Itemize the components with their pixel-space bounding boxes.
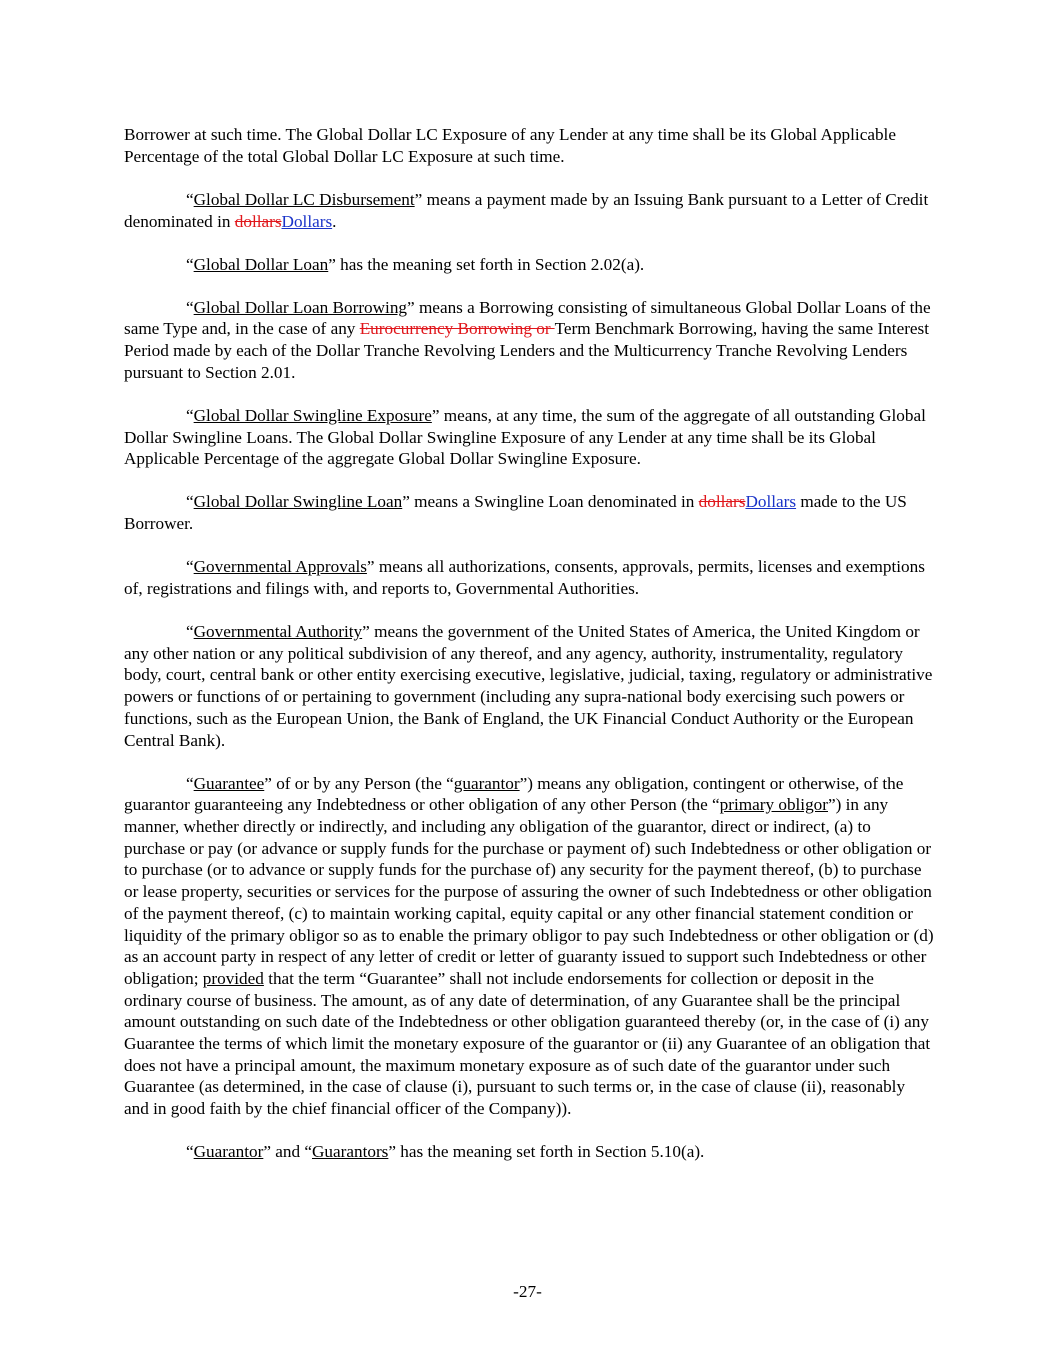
text-run: “	[186, 492, 194, 512]
page-number: -27-	[513, 1282, 542, 1301]
definition-paragraph	[124, 621, 934, 751]
text-run: ”) means any obligation, contingent or otherwise, of the guarantor guaranteeing any Indebtedness or other obligation of any other Person (the “	[124, 773, 904, 815]
definition-paragraph	[124, 491, 934, 534]
defined-term: Global Dollar LC Disbursement	[193, 189, 415, 209]
defined-term: provided	[202, 968, 264, 988]
definition-paragraph	[124, 297, 934, 384]
inserted-text: Dollars	[745, 492, 797, 512]
definition-paragraph	[124, 189, 934, 232]
text-run: that the term “Guarantee” shall not include endorsements for collection or deposit in the ordinary course of business. The amount, as of any date of determination, of any Guarantee shall be the principal amount outstanding on such date of the Indebtedness or other obligation guaranteed thereby (or, in the case of (i) any Guarantee the terms of which limit the monetary exposure of the guarantor or (ii) any Guarantee of an obligation that does not have a principal amount, the maximum monetary exposure as of such date of the guarantor under such Guarantee (as determined, in the case of clause (i), pursuant to such terms or, in the case of clause (ii), reasonably and in good faith by the chief financial officer of the Company)).	[124, 968, 931, 1119]
definition-paragraph	[124, 556, 934, 599]
definition-paragraph	[124, 254, 934, 276]
inserted-text: Dollars	[281, 211, 333, 231]
text-run: ” of or by any Person (the “	[264, 773, 454, 793]
defined-term: Global Dollar Swingline Exposure	[193, 405, 432, 425]
text-run: ” means a payment made by an Issuing Bank pursuant to a Letter of Credit denominated in	[124, 189, 929, 231]
defined-term: Global Dollar Loan Borrowing	[193, 297, 408, 317]
defined-term: Guarantor	[193, 1142, 264, 1162]
document-page	[124, 124, 934, 1184]
deleted-text: dollars	[234, 211, 282, 231]
defined-term: primary obligor	[719, 795, 828, 815]
text-run: Term Benchmark Borrowing, having the same Interest Period made by each of the Dollar Tranche Revolving Lenders and the Multicurrency Tranche Revolving Lenders pursuant to Section 2.01.	[124, 319, 930, 382]
definition-paragraph	[124, 1141, 934, 1163]
text-run: “	[186, 405, 194, 425]
defined-term: guarantor	[453, 773, 520, 793]
text-run: ” means a Borrowing consisting of simultaneous Global Dollar Loans of the same Type and, in the case of any	[124, 297, 931, 339]
text-run: ” has the meaning set forth in Section 5.10(a).	[388, 1142, 705, 1162]
text-run: ” means all authorizations, consents, approvals, permits, licenses and exemptions of, registrations and filings with, and reports to, Governmental Authorities.	[124, 557, 925, 598]
definition-paragraph	[124, 124, 934, 167]
defined-term: Governmental Authority	[193, 621, 363, 641]
text-run: ” means, at any time, the sum of the aggregate of all outstanding Global Dollar Swingline Loans. The Global Dollar Swingline Exposure of any Lender at any time shall be its Global Applicable Percentage of the aggregate Global Dollar Swingline Exposure.	[124, 405, 926, 469]
defined-term: Guarantors	[312, 1142, 389, 1162]
text-run: “	[186, 557, 194, 577]
defined-term: Global Dollar Loan	[193, 254, 329, 274]
definition-paragraph	[124, 773, 934, 1120]
defined-term: Governmental Approvals	[193, 557, 367, 577]
text-run: Borrower at such time. The Global Dollar LC Exposure of any Lender at any time shall be its Global Applicable Percentage of the total Global Dollar LC Exposure at such time.	[124, 125, 896, 166]
text-run: “	[186, 621, 194, 641]
text-run: “	[186, 1142, 194, 1162]
text-run: “	[186, 773, 194, 793]
text-run: ” means a Swingline Loan denominated in	[402, 492, 699, 512]
document-body	[124, 124, 934, 1163]
text-run: “	[186, 189, 194, 209]
text-run: .	[332, 211, 337, 231]
text-run: “	[186, 297, 194, 317]
text-run: ” has the meaning set forth in Section 2.02(a).	[328, 254, 645, 274]
text-run: “	[186, 254, 194, 274]
deleted-text: Eurocurrency Borrowing or	[359, 319, 555, 339]
definition-paragraph	[124, 405, 934, 470]
text-run: ” means the government of the United States of America, the United Kingdom or any other nation or any political subdivision of any thereof, and any agency, authority, instrumentality, regulatory body, court, central bank or other entity exercising executive, legislative, judicial, taxing, regulatory or administrative powers or functions of or pertaining to government (including any supra-national body exercising such powers or functions, such as the European Union, the Bank of England, the UK Financial Conduct Authority or the European Central Bank).	[124, 621, 933, 750]
deleted-text: dollars	[698, 492, 746, 512]
text-run: made to the US Borrower.	[124, 492, 907, 534]
defined-term: Global Dollar Swingline Loan	[193, 492, 403, 512]
text-run: ” and “	[263, 1142, 312, 1162]
defined-term: Guarantee	[193, 773, 265, 793]
text-run: ”) in any manner, whether directly or indirectly, and including any obligation of the guarantor, direct or indirect, (a) to purchase or pay (or advance or supply funds for the purchase or payment of) such Indebtedness or other obligation or to purchase (or to advance or supply funds for the purchase of) any security for the payment thereof, (b) to purchase or lease property, securities or services for the purpose of assuring the owner of such Indebtedness or other obligation of the payment thereof, (c) to maintain working capital, equity capital or any other financial statement condition or liquidity of the primary obligor so as to enable the primary obligor to pay such Indebtedness or other obligation or (d) as an account party in respect of any letter of credit or letter of guaranty issued to support such Indebtedness or other obligation;	[124, 795, 934, 988]
